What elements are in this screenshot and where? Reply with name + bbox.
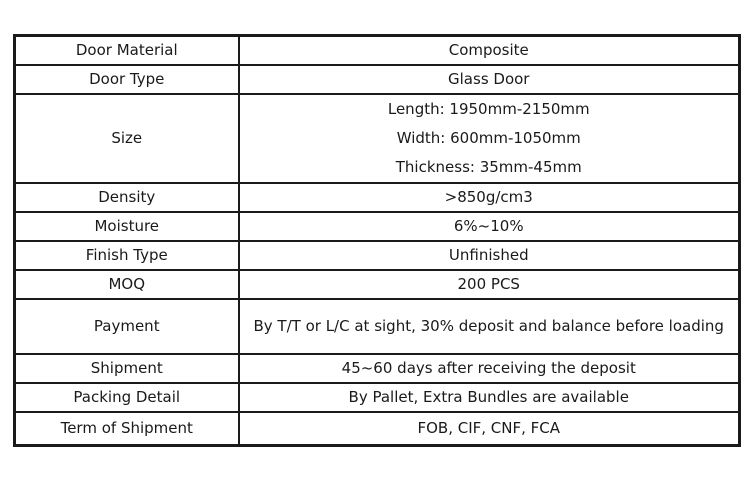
row-value-finish-type: Unfinished [239,241,740,270]
row-label-finish-type: Finish Type [15,241,239,270]
table-row-door-type [15,65,740,94]
row-value-shipment: 45~60 days after receiving the deposit [239,354,740,383]
row-label-density: Density [15,183,239,212]
row-label-shipment: Shipment [15,354,239,383]
table-row-moq [15,270,740,299]
table-row-payment [15,299,740,354]
table-row-shipment [15,354,740,383]
row-value-moisture: 6%~10% [239,212,740,241]
row-label-moq: MOQ [15,270,239,299]
table-row-finish-type [15,241,740,270]
row-label-moisture: Moisture [15,212,239,241]
row-label-term-of-shipment: Term of Shipment [15,412,239,446]
row-value-packing-detail: By Pallet, Extra Bundles are available [239,383,740,412]
row-label-size: Size [15,94,239,183]
row-label-door-type: Door Type [15,65,239,94]
row-value-density: >850g/cm3 [239,183,740,212]
table-row-packing-detail [15,383,740,412]
table-row-term-of-shipment [15,412,740,446]
row-label-payment: Payment [15,299,239,354]
row-label-door-material: Door Material [15,36,239,66]
row-value-size [239,94,740,183]
size-width-line: Width: 600mm-1050mm [396,129,581,147]
table-row-size [15,94,740,183]
row-value-door-material: Composite [239,36,740,66]
size-thickness-line: Thickness: 35mm-45mm [395,158,582,176]
table-row-moisture [15,212,740,241]
table-row-density [15,183,740,212]
size-length-line: Length: 1950mm-2150mm [387,100,590,118]
row-value-payment: By T/T or L/C at sight, 30% deposit and balance before loading [239,299,740,354]
row-value-term-of-shipment: FOB, CIF, CNF, FCA [239,412,740,446]
row-value-moq: 200 PCS [239,270,740,299]
table-row-door-material [15,36,740,66]
row-value-door-type: Glass Door [239,65,740,94]
product-spec-table [13,34,741,447]
row-label-packing-detail: Packing Detail [15,383,239,412]
